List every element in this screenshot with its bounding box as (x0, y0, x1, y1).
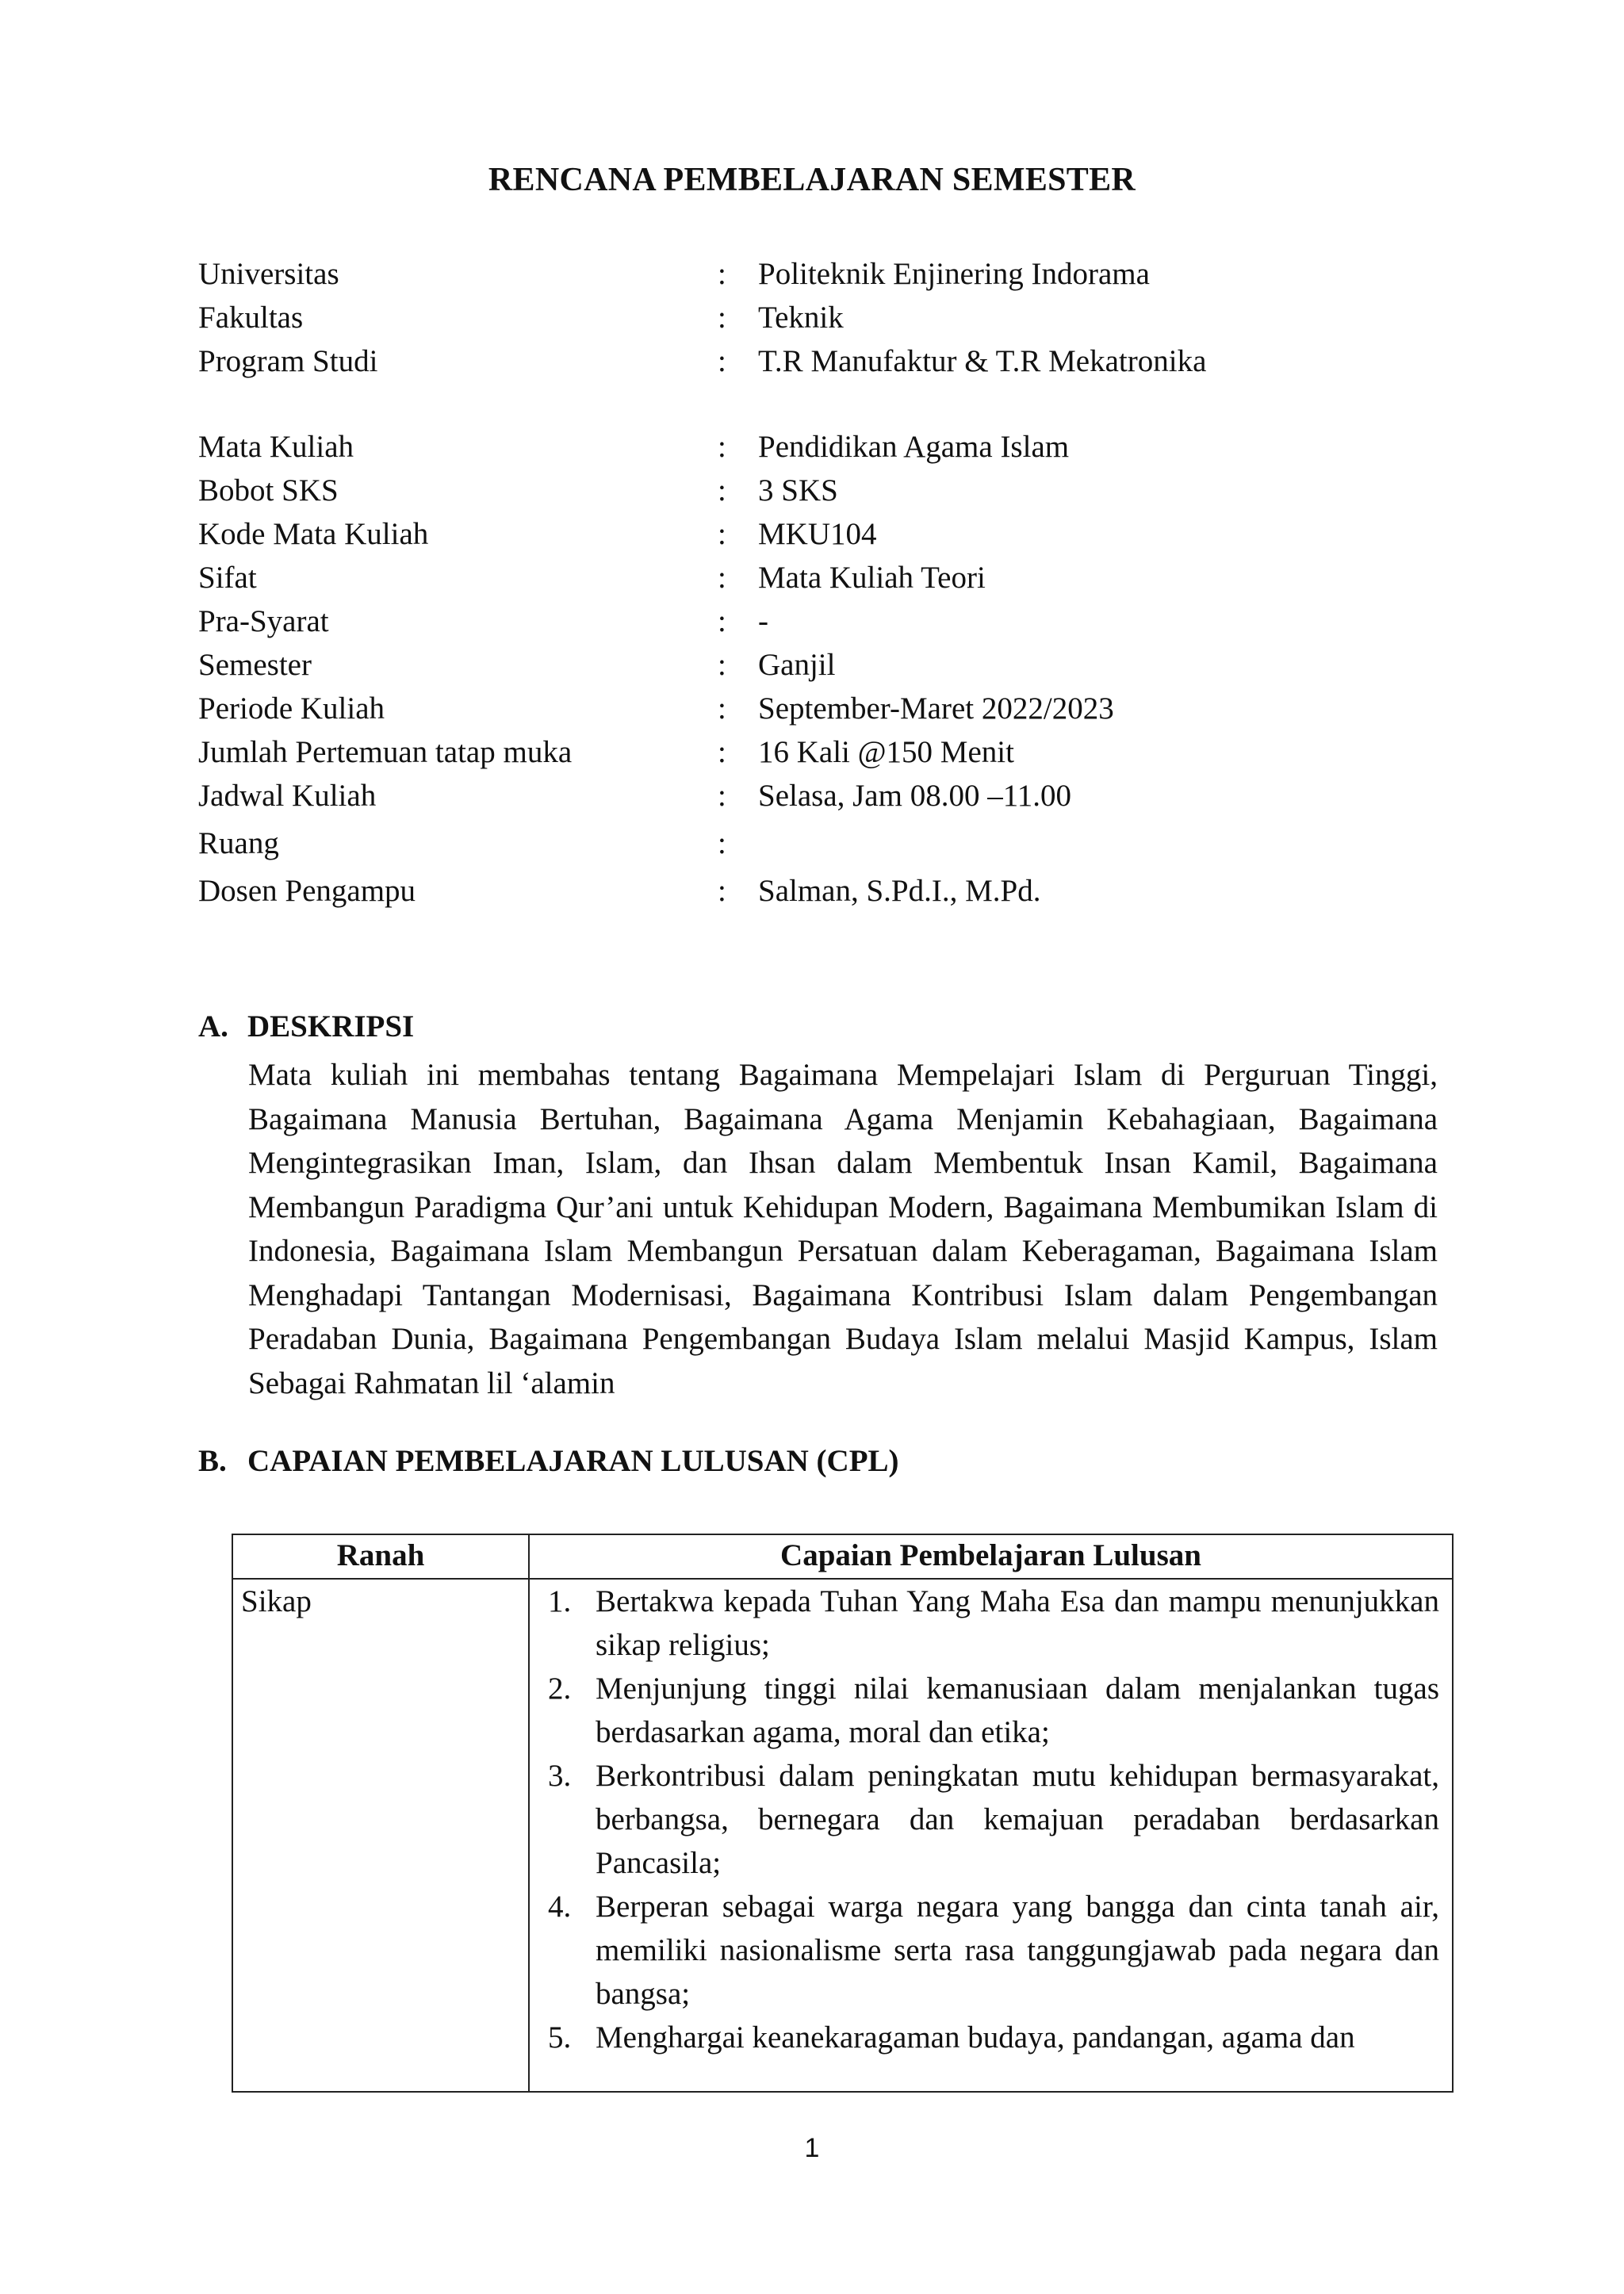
info-colon: : (718, 430, 726, 464)
info-value: September-Maret 2022/2023 (758, 691, 1114, 726)
info-colon: : (718, 257, 726, 291)
info-colon: : (718, 344, 726, 378)
list-item-text: Menghargai keanekaragaman budaya, pandangan, agama dan (596, 2020, 1355, 2055)
info-colon: : (718, 301, 726, 335)
info-colon: : (718, 604, 726, 638)
list-item-text: Berperan sebagai warga negara yang bangga dan cinta tanah air, memiliki nasionalisme serta rasa tanggungjawab pada negara dan bangsa; (596, 1890, 1439, 2011)
info-value: 3 SKS (758, 473, 838, 507)
section-a-description: Mata kuliah ini membahas tentang Bagaimana Mempelajari Islam di Perguruan Tinggi, Bagaimana Manusia Bertuhan, Bagaimana Agama Menjamin Kebahagiaan, Bagaimana Mengintegrasikan Iman, Islam, dan Ihsan dalam Membentuk Insan Kamil, Bagaimana Membangun Paradigma Qur’ani untuk Kehidupan Modern, Bagaimana Membumikan Islam di Indonesia, Bagaimana Islam Membangun Persatuan dalam Keberagaman, Bagaimana Islam Menghadapi Tantangan Modernisasi, Bagaimana Kontribusi Islam dalam Pengembangan Peradaban Dunia, Bagaimana Pengembangan Budaya Islam melalui Masjid Kampus, Islam Sebagai Rahmatan lil ‘alamin (248, 1058, 1438, 1400)
section-a-title: DESKRIPSI (247, 1009, 415, 1044)
info-label: Semester (198, 648, 312, 682)
cpl-table-header-row (232, 1534, 1453, 1579)
list-item-number: 1. (548, 1584, 572, 1618)
cpl-table (232, 1534, 1454, 2093)
section-a-letter: A. (198, 1009, 228, 1044)
info-label: Universitas (198, 257, 339, 291)
info-label: Periode Kuliah (198, 691, 385, 726)
info-value: MKU104 (758, 517, 877, 551)
list-item-number: 2. (548, 1672, 572, 1706)
list-item-number: 4. (548, 1890, 572, 1924)
info-label: Pra-Syarat (198, 604, 329, 638)
list-item-text: Berkontribusi dalam peningkatan mutu kehidupan bermasyarakat, berbangsa, bernegara dan kemajuan peradaban berdasarkan Pancasila; (596, 1759, 1439, 1880)
info-label: Kode Mata Kuliah (198, 517, 429, 551)
info-value: Salman, S.Pd.I., M.Pd. (758, 874, 1041, 908)
section-b-letter: B. (198, 1444, 227, 1478)
info-colon: : (718, 826, 726, 860)
info-value: Selasa, Jam 08.00 –11.00 (758, 779, 1072, 813)
section-a-heading (198, 1009, 414, 1044)
list-item-text: Bertakwa kepada Tuhan Yang Maha Esa dan mampu menunjukkan sikap religius; (596, 1584, 1439, 1662)
info-label: Jadwal Kuliah (198, 779, 377, 813)
table-row (232, 1579, 1453, 2092)
info-colon: : (718, 561, 726, 595)
info-colon: : (718, 691, 726, 726)
list-item-text: Menjunjung tinggi nilai kemanusiaan dalam menjalankan tugas berdasarkan agama, moral dan etika; (596, 1672, 1439, 1749)
info-value: Mata Kuliah Teori (758, 561, 986, 595)
list-item (538, 1580, 1439, 1667)
info-value: 16 Kali @150 Menit (758, 735, 1014, 769)
info-label: Dosen Pengampu (198, 874, 416, 908)
info-colon: : (718, 735, 726, 769)
list-item-number: 5. (548, 2020, 572, 2055)
info-label: Mata Kuliah (198, 430, 354, 464)
column-header-capaian: Capaian Pembelajaran Lulusan (529, 1534, 1453, 1579)
info-label: Program Studi (198, 344, 378, 378)
column-header-ranah: Ranah (232, 1534, 529, 1579)
info-value: Politeknik Enjinering Indorama (758, 257, 1150, 291)
list-item (538, 1754, 1439, 1885)
info-label: Jumlah Pertemuan tatap muka (198, 735, 573, 769)
info-label: Bobot SKS (198, 473, 339, 507)
info-label: Ruang (198, 826, 279, 860)
info-colon: : (718, 473, 726, 507)
section-b-heading (198, 1443, 899, 1479)
info-label: Sifat (198, 561, 257, 595)
outcomes-cell (529, 1579, 1453, 2092)
section-b-title: CAPAIAN PEMBELAJARAN LULUSAN (CPL) (247, 1444, 899, 1478)
list-item-number: 3. (548, 1759, 572, 1793)
info-label: Fakultas (198, 301, 304, 335)
outcomes-list (538, 1580, 1439, 2059)
page-number: 1 (804, 2133, 820, 2163)
ranah-cell: Sikap (232, 1579, 529, 2092)
info-colon: : (718, 874, 726, 908)
info-value: Teknik (758, 301, 844, 335)
document-title: RENCANA PEMBELAJARAN SEMESTER (488, 162, 1136, 198)
info-value: T.R Manufaktur & T.R Mekatronika (758, 344, 1207, 378)
info-value: Pendidikan Agama Islam (758, 430, 1070, 464)
list-item (538, 2016, 1439, 2059)
info-colon: : (718, 648, 726, 682)
info-colon: : (718, 779, 726, 813)
list-item (538, 1667, 1439, 1754)
info-colon: : (718, 517, 726, 551)
info-value: - (758, 604, 768, 638)
info-value: Ganjil (758, 648, 836, 682)
list-item (538, 1885, 1439, 2016)
